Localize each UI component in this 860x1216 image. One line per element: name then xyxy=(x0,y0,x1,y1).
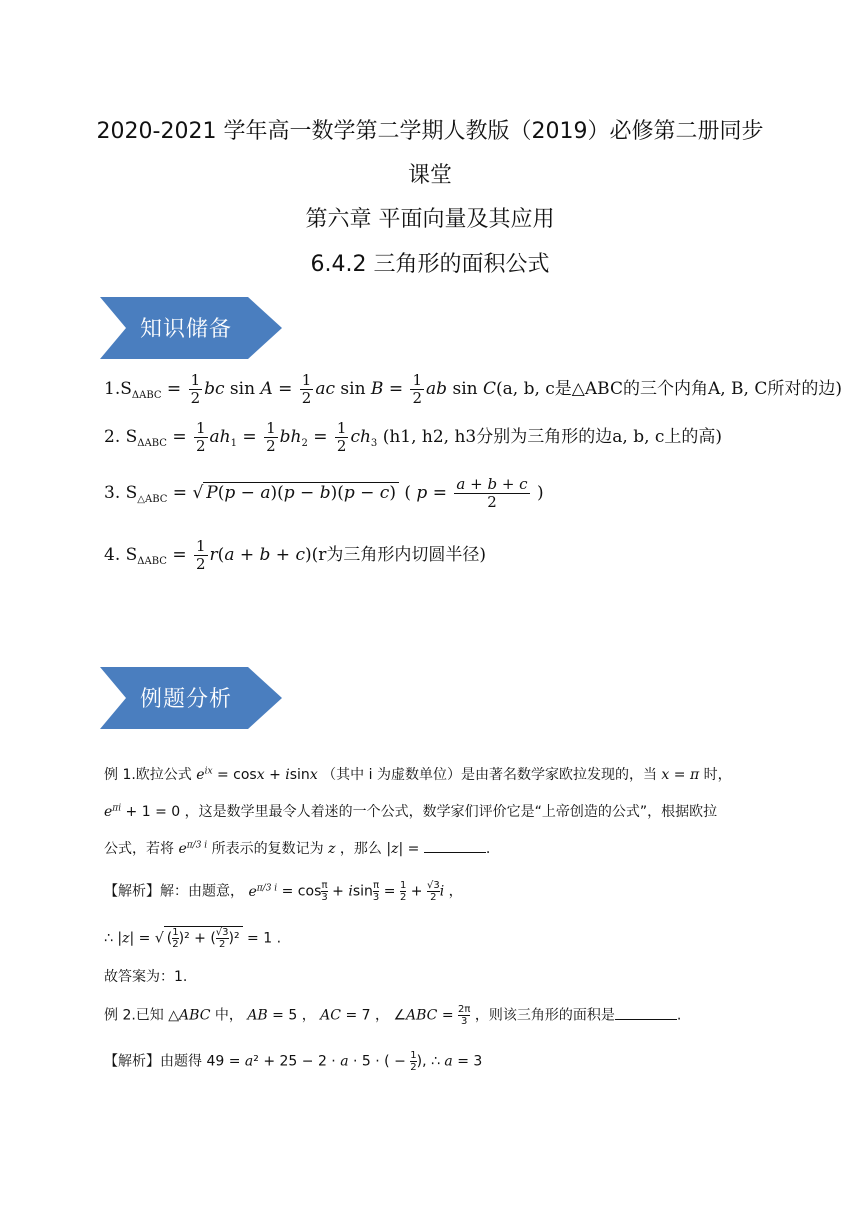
formula-4-prefix: 4. S xyxy=(104,545,138,565)
formula-3-prefix: 3. S xyxy=(104,483,138,503)
example1-line3: 公式，若将 $e^{\pi/3 i}$ 所表示的复数记为 z ，那么 |z| = . xyxy=(104,840,491,857)
examples-banner-label: 例题分析 xyxy=(140,687,233,712)
doc-title-line2: 课堂 xyxy=(407,163,452,188)
ex2-sol-label: 【解析】由题得 xyxy=(104,1053,202,1070)
formula-1: $1.S_{\Delta ABC}$ = $\frac{1}{2}$ bc sin A = $\frac{1}{2}$ ac sin B = $\frac{1}{2}$ ab sin C(a, b, c是△ABC的三个内角A, B, C所对的边) xyxy=(104,371,842,407)
ex1-text: （其中 i 为虚数单位）是由著名数学家欧拉发现的，当 xyxy=(322,767,657,783)
example2-solution: 【解析】由题得 49 = a² + 25 − 2 · a · 5 · ( − $\frac{1}{2}$ ), ∴ a = 3 xyxy=(104,1050,483,1073)
frac-half: $\frac{1}{2}$ xyxy=(412,371,423,407)
doc-title-line1: 2020-2021 学年高一数学第二学期人教版（2019）必修第二册同步 xyxy=(96,119,764,144)
formula-1-prefix: 1.S xyxy=(104,379,132,399)
formula-1-note: a, b, c是△ABC的三个内角A, B, C所对的边 xyxy=(502,379,836,399)
example2-line1: 例 2.已知 △ABC 中， AB = 5 ， AC = 7 ， ∠ABC = $\frac{2\pi}{3}$ ，则该三角形的面积是 . xyxy=(104,1004,682,1027)
formula-2-prefix: 2. S xyxy=(104,427,138,447)
example1-modulus: ∴ |z| = √ ( $\frac{1}{2}$ )² + ( $\frac{√3}{2}$ )² = 1 . xyxy=(104,927,282,950)
ex1-text-end: 时， xyxy=(703,767,732,783)
ex1-label: 例 1.欧拉公式 xyxy=(104,767,192,783)
ex1-line3-end: ，那么 xyxy=(339,841,382,857)
ex1-line3-mid: 所表示的复数记为 xyxy=(211,841,324,857)
formula-4: 4. $S_{\Delta ABC}$ = $\frac{1}{2}$ r(a + b + c)(r为三角形内切圆半径) xyxy=(104,537,487,573)
examples-banner xyxy=(100,667,284,729)
ex1-line3-start: 公式，若将 xyxy=(104,841,174,857)
ex2-label: 例 2.已知 xyxy=(104,1007,164,1024)
ex1-line2-text: ，这是数学里最令人着迷的一个公式，数学家们评价它是“上帝创造的公式”，根据欧拉 xyxy=(184,804,718,820)
formula-2-note: h1, h2, h3分别为三角形的边a, b, c上的高 xyxy=(389,427,716,447)
ex2-end: ，则该三角形的面积是 xyxy=(474,1007,615,1024)
section-title: 6.4.2 三角形的面积公式 xyxy=(310,252,550,277)
example1-line1: 例 1.欧拉公式 $e^{ix} = \cos x + isinx$ （其中 i 为虚数单位）是由著名数学家欧拉发现的，当 x = π 时， xyxy=(104,766,732,783)
ex1-sol-label: 【解析】解：由题意， xyxy=(104,883,244,900)
formula-1-sub: ΔABC xyxy=(131,390,162,401)
frac-half: $\frac{1}{2}$ xyxy=(301,371,312,407)
example1-answer: 故答案为：1. xyxy=(104,969,188,985)
example1-line2: $e^{\pi i} + 1 = 0$ ，这是数学里最令人着迷的一个公式，数学家们评价它是“上帝创造的公式”，根据欧拉 xyxy=(104,803,718,820)
formula-4-note: r为三角形内切圆半径 xyxy=(318,545,480,565)
formula-3: 3. $S_{\triangle ABC}$ = √ P(p − a)(p − b)(p − c) ( p = $\frac{a + b + c}{2}$ ) xyxy=(104,475,544,511)
knowledge-banner xyxy=(100,297,284,359)
therefore-symbol: ∴ xyxy=(104,930,113,947)
formula-2: 2. $S_{\Delta ABC}$ = $\frac{1}{2}$ $ah_1$ = $\frac{1}{2}$ $bh_2$ = $\frac{1}{2}$ $ch_3$ (h1, h2, h3分别为三角形的边a, b, c上的高) xyxy=(104,419,723,455)
knowledge-banner-label: 知识储备 xyxy=(140,317,233,342)
chapter-title: 第六章 平面向量及其应用 xyxy=(305,207,555,232)
answer-blank xyxy=(424,839,486,853)
example1-solution: 【解析】解：由题意， $e^{\pi/3 i} = \cos$ $\frac{\pi}{3}$ + isin $\frac{\pi}{3}$ = $\frac{1}{2}$ + $\frac{√3}{2}$ i ， xyxy=(104,880,463,903)
ex2-mid: 中， xyxy=(214,1007,243,1024)
answer-blank-2 xyxy=(615,1006,677,1020)
frac-half: $\frac{1}{2}$ xyxy=(190,371,201,407)
